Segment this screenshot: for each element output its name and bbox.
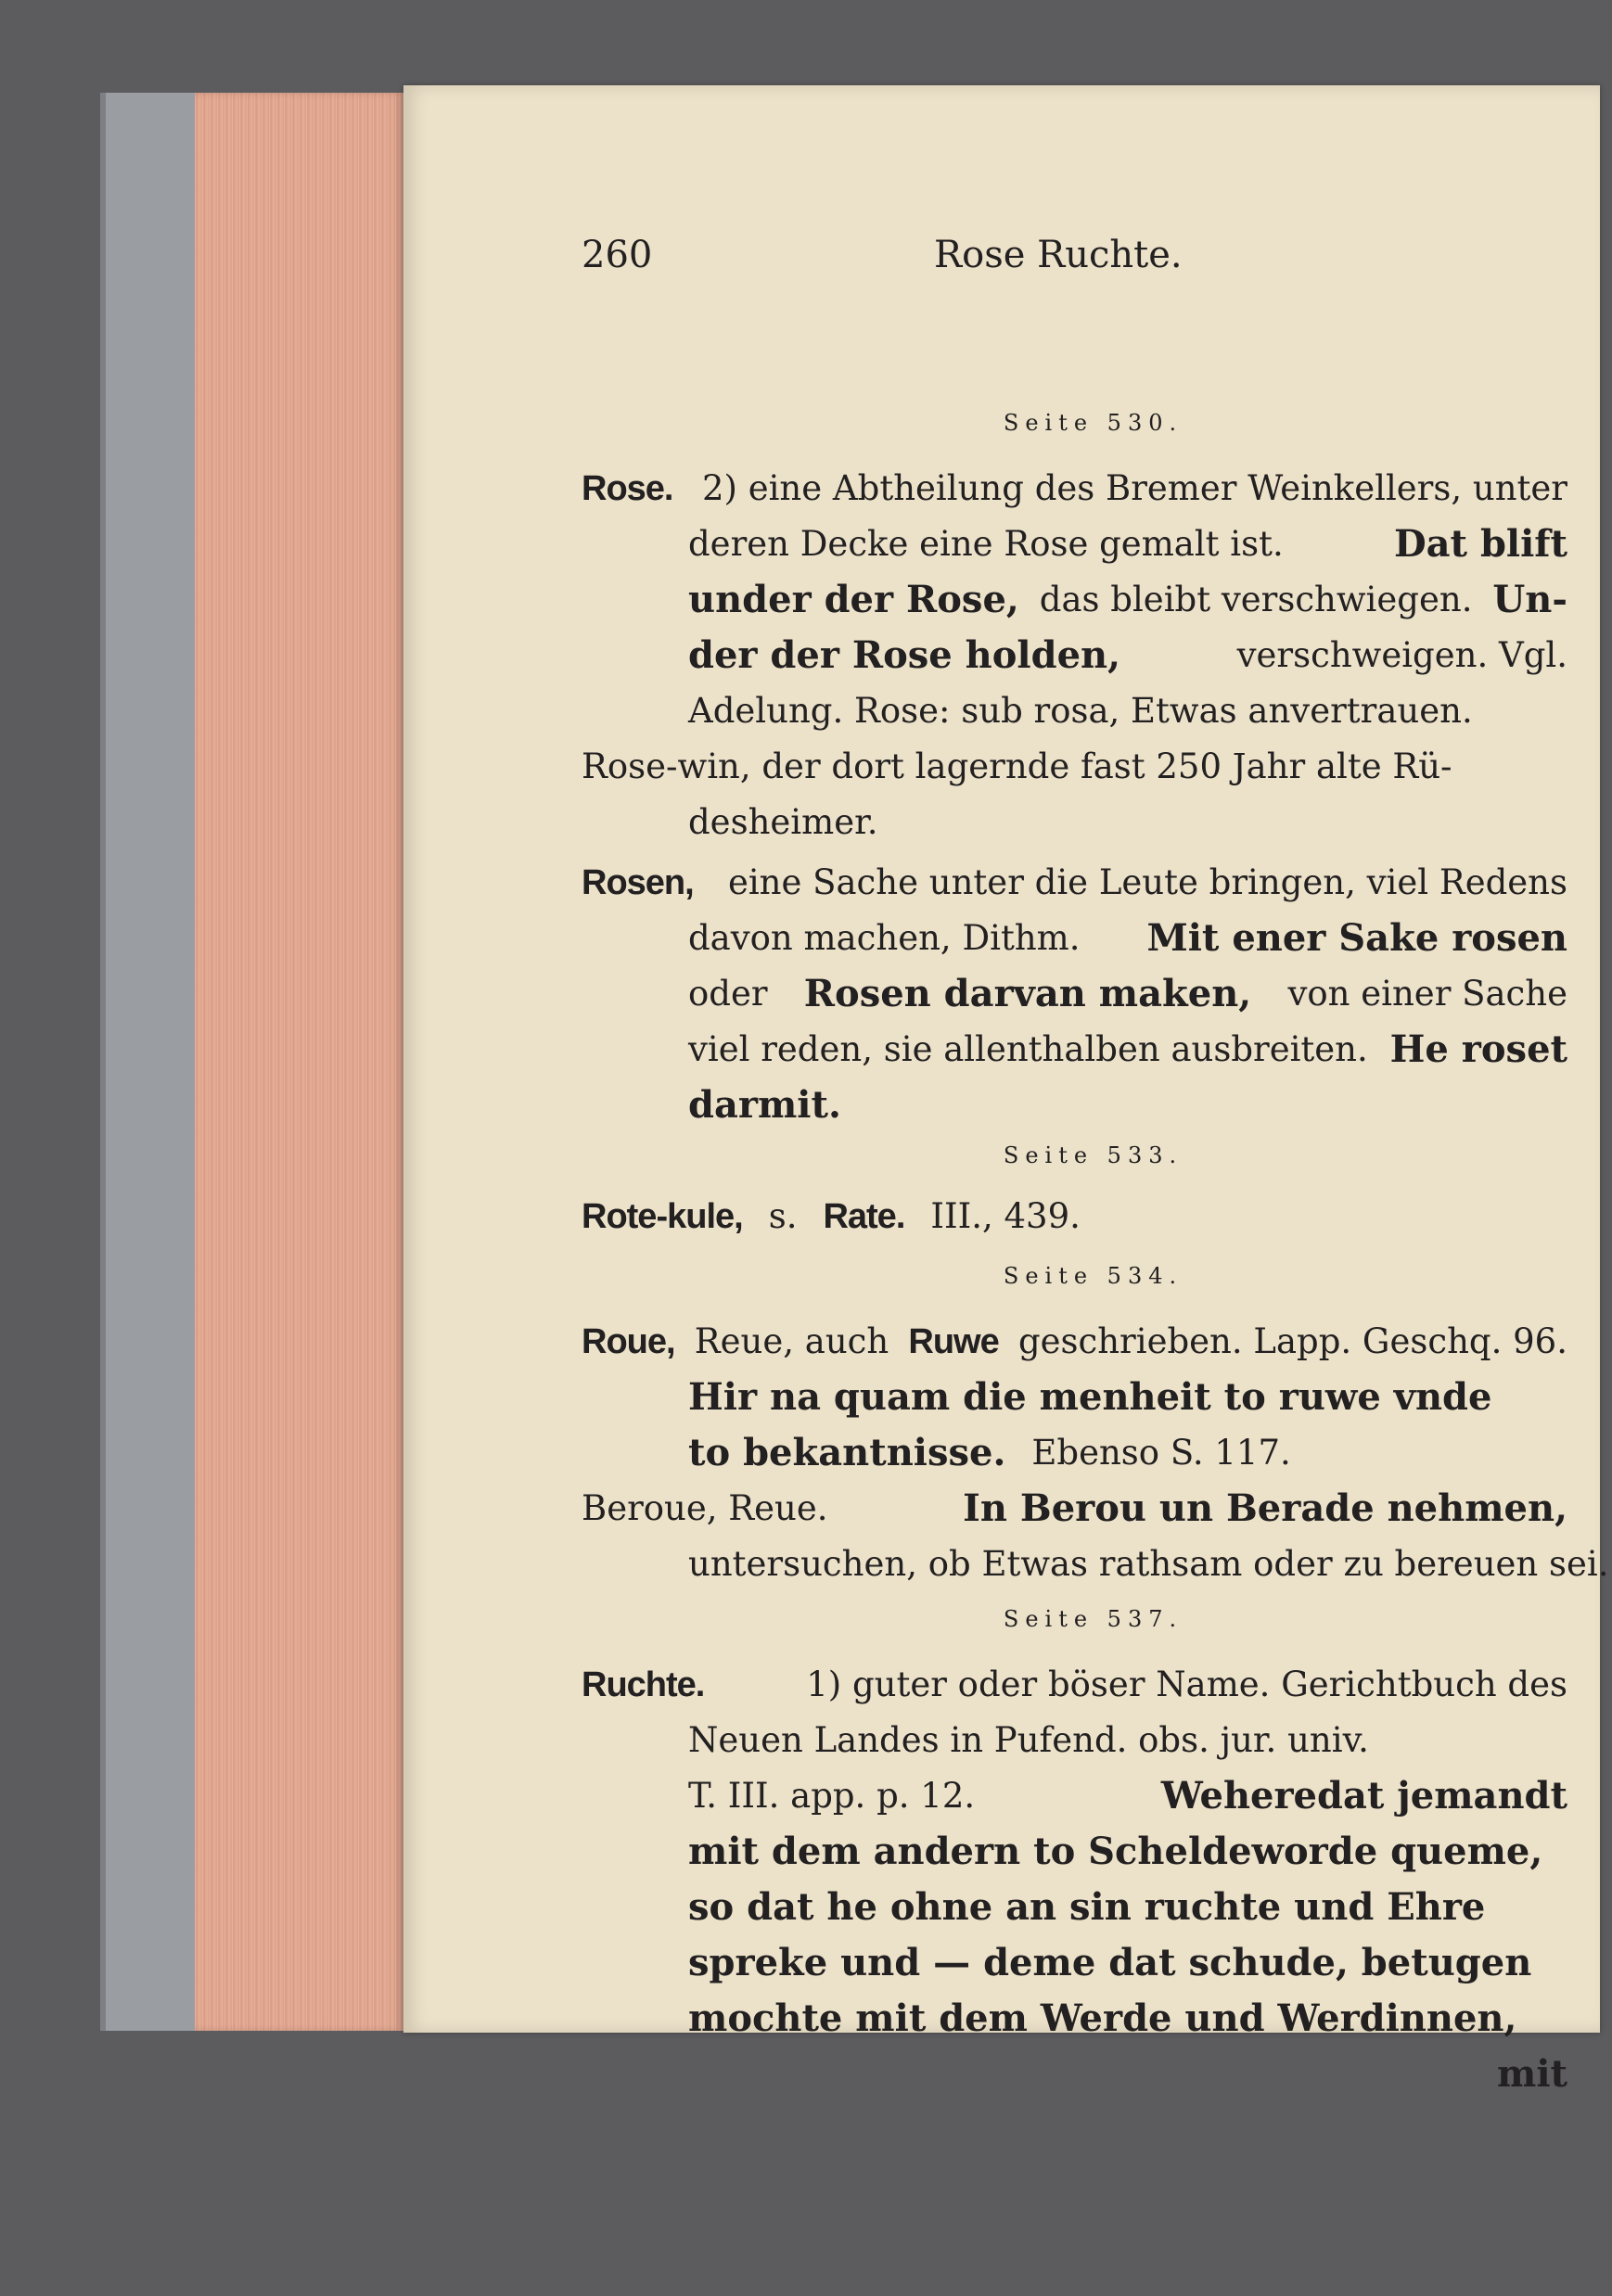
text-line [688, 1935, 1567, 1991]
text-line [688, 911, 1567, 966]
cross-reference: Rate. [823, 1197, 905, 1236]
line-text: davon machen, Dithm. [688, 918, 1081, 958]
quote-text: mochte mit dem Werde und Werdinnen, [688, 1996, 1517, 2040]
text-line [688, 628, 1567, 683]
headword: Rote-kule, [582, 1197, 743, 1236]
quote-text: He roset [1389, 1027, 1567, 1071]
text-line [688, 1824, 1567, 1880]
text-line [582, 1314, 1567, 1370]
quote-text: to bekantnisse. [688, 1431, 1006, 1474]
text-line [688, 1425, 1567, 1481]
text-line [688, 1880, 1567, 1935]
headword: Rosen, [582, 863, 694, 902]
line-text: eine Sache unter die Leute bringen, viel Redens [727, 862, 1567, 902]
text-line [688, 1078, 1567, 1133]
running-title: Rose Ruchte. [934, 234, 1183, 276]
variant-form: Ruwe [908, 1322, 999, 1361]
text-line [582, 1657, 1567, 1713]
catchword: mit [1497, 2052, 1567, 2096]
text-line [582, 855, 1567, 911]
line-text: deren Decke eine Rose gemalt ist. [688, 524, 1284, 564]
page-header [582, 234, 1567, 299]
quote-text: In Berou un Berade nehmen, [963, 1486, 1567, 1530]
quote-text: Mit ener Sake rosen [1146, 916, 1567, 960]
text-line [688, 2047, 1567, 2102]
line-text: Adelung. Rose: sub rosa, Etwas anvertrauen. [688, 691, 1473, 731]
headword: Rose. [582, 469, 673, 508]
quote-text: mit dem andern to Scheldeworde queme, [688, 1830, 1543, 1873]
section-heading: Seite 534. [1003, 1263, 1183, 1289]
page-edges [195, 93, 403, 2031]
headword: Ruchte. [582, 1665, 705, 1704]
line-text: 2) eine Abtheilung des Bremer Weinkellers, unter [701, 468, 1567, 508]
quote-text: under der Rose, [688, 578, 1019, 621]
text-line [688, 795, 1567, 850]
line-text: desheimer. [688, 802, 878, 842]
line-text: Reue, auch [694, 1321, 889, 1361]
quote-text: darmit. [688, 1083, 841, 1127]
text-line [688, 517, 1567, 572]
line-text: oder [688, 974, 768, 1014]
text-line [688, 1537, 1609, 1592]
text-line [582, 1189, 1567, 1244]
section-heading: Seite 533. [1003, 1142, 1183, 1168]
quote-text: so dat he ohne an sin ruchte und Ehre [688, 1885, 1486, 1929]
line-text: Ebenso S. 117. [1031, 1433, 1291, 1473]
section-heading: Seite 530. [1003, 410, 1183, 436]
line-text: s. [768, 1196, 798, 1236]
line-text: verschweigen. Vgl. [1236, 635, 1567, 675]
page-number: 260 [582, 234, 653, 276]
line-text: von einer Sache [1287, 974, 1567, 1014]
line-text: das bleibt verschwiegen. [1039, 580, 1473, 619]
text-line [582, 739, 1567, 795]
text-line [688, 1991, 1567, 2047]
quote-text: der der Rose holden, [688, 633, 1121, 677]
text-line [688, 1768, 1567, 1824]
line-text: geschrieben. Lapp. Geschq. 96. [1017, 1321, 1567, 1361]
quote-text: Weheredat jemandt [1160, 1774, 1567, 1818]
quote-text: Un- [1492, 578, 1567, 621]
text-line [688, 683, 1567, 739]
text-line [688, 1022, 1567, 1078]
line-text: Rose-win, der dort lagernde fast 250 Jahr alte Rü- [582, 746, 1452, 786]
text-line [688, 1370, 1567, 1425]
text-line [688, 1713, 1567, 1768]
line-text: untersuchen, ob Etwas rathsam oder zu bereuen sei. [688, 1544, 1609, 1584]
section-heading: Seite 537. [1003, 1606, 1183, 1632]
quote-text: Dat blift [1393, 522, 1567, 566]
line-text: 1) guter oder böser Name. Gerichtbuch des [806, 1665, 1567, 1704]
line-text: Beroue, Reue. [582, 1488, 828, 1528]
line-text: T. III. app. p. 12. [688, 1776, 976, 1816]
text-line [582, 1481, 1567, 1537]
text-line [688, 966, 1567, 1022]
line-text: III., 439. [930, 1196, 1081, 1236]
line-text: Neuen Landes in Pufend. obs. jur. univ. [688, 1720, 1369, 1760]
book-page [403, 85, 1609, 2096]
text-line [582, 461, 1567, 517]
quote-text: spreke und — deme dat schude, betugen [688, 1941, 1532, 1984]
text-line [688, 572, 1567, 628]
headword: Roue, [582, 1322, 675, 1361]
quote-text: Hir na quam die menheit to ruwe vnde [688, 1375, 1492, 1419]
quote-text: Rosen darvan maken, [803, 972, 1252, 1015]
line-text: viel reden, sie allenthalben ausbreiten. [688, 1029, 1368, 1069]
